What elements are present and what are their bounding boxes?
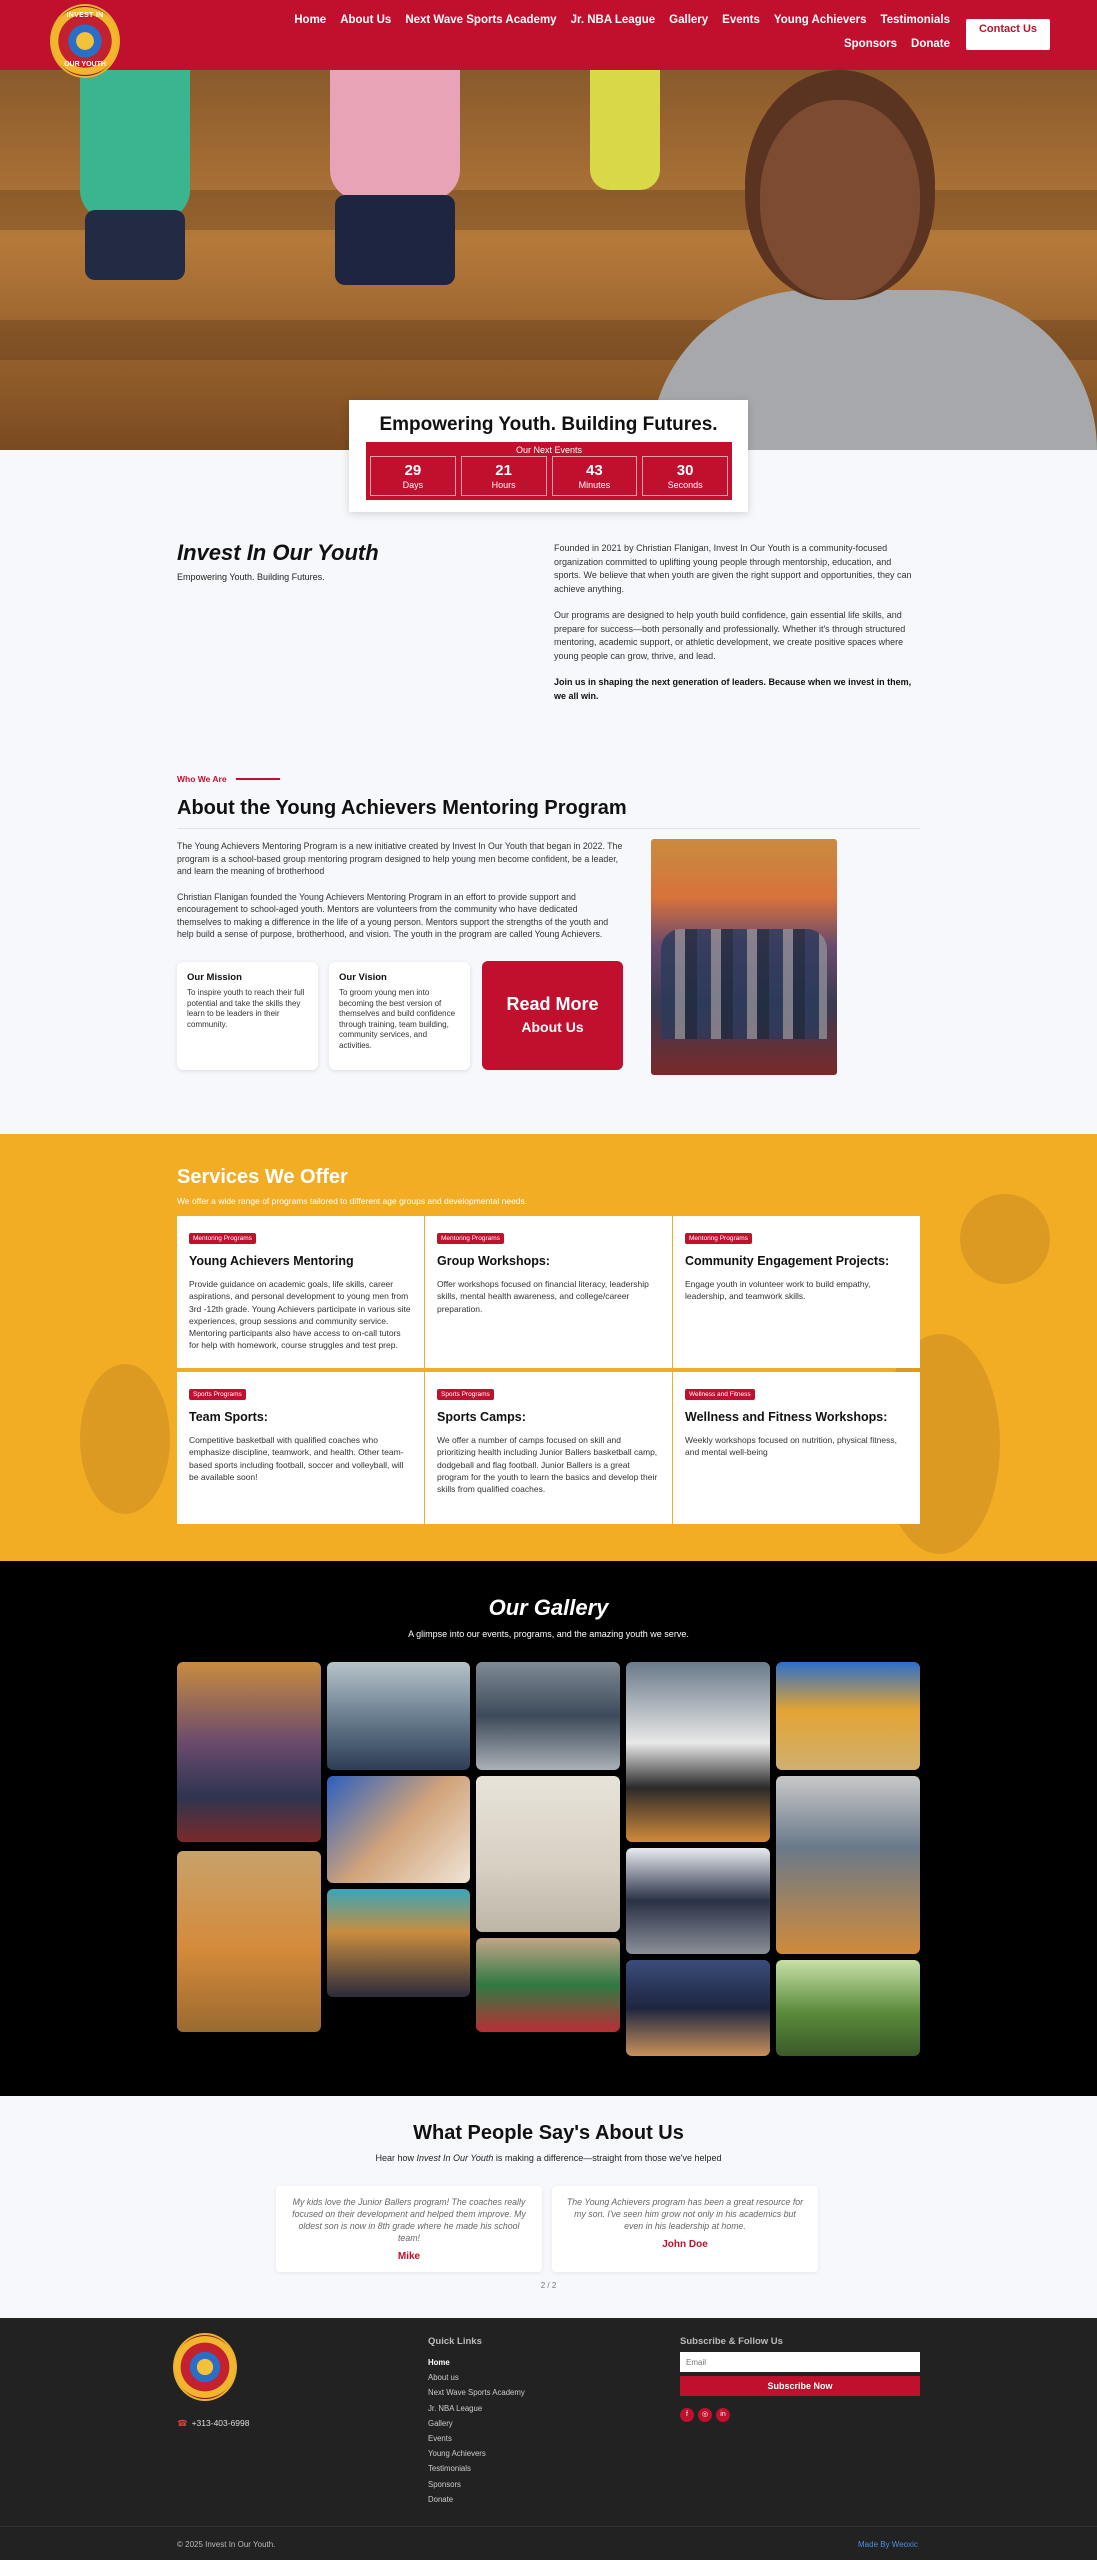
about-text: [177, 840, 623, 954]
testimonial-quote: The Young Achievers program has been a great resource for my son. I've seen him grow not only in his academics but even in his leadership at home.: [566, 2197, 804, 2231]
footer-phone[interactable]: ☎ +313-403-6998: [177, 2418, 250, 2428]
service-text: Engage youth in volunteer work to build empathy, leadership, and teamwork skills.: [685, 1279, 871, 1302]
mission-card: [177, 962, 318, 1070]
email-field[interactable]: [680, 2352, 920, 2372]
read-more-button[interactable]: [482, 961, 623, 1070]
footer-link-donate[interactable]: Donate: [428, 2494, 454, 2504]
gallery-photo[interactable]: [626, 1960, 770, 2056]
nav-sponsors[interactable]: Sponsors: [843, 38, 898, 50]
footer-link-events[interactable]: Events: [428, 2433, 452, 2443]
nav-events[interactable]: Events: [722, 14, 760, 26]
read-more-label: Read More: [506, 994, 599, 1014]
service-text: Offer workshops focused on financial literacy, leadership skills, mental health awareness, and college/career preparation.: [437, 1279, 649, 1314]
contact-us-button[interactable]: Contact Us: [966, 19, 1050, 50]
countdown-hours: 21 Hours: [461, 456, 547, 496]
countdown-seconds: 30 Seconds: [642, 456, 728, 496]
intro-subtitle: Empowering Youth. Building Futures.: [177, 572, 325, 582]
nav-home[interactable]: Home: [294, 14, 327, 26]
gallery-photo[interactable]: [476, 1938, 620, 2032]
service-tag: Mentoring Programs: [685, 1233, 752, 1244]
hero-image: [0, 70, 1097, 450]
service-card: [177, 1216, 424, 1368]
service-text: Provide guidance on academic goals, life skills, career aspirations, and personal development to young men from 3rd -12th grade. Young Achievers participate in various site experiences, group sessions and community service. Mentoring participants also have access to on-call tutors for help with homework, course struggles and test prep.: [189, 1279, 411, 1351]
footer-link-gallery[interactable]: Gallery: [428, 2418, 453, 2428]
mission-text: To inspire youth to reach their full potential and take the skills they learn to be leaders in their community.: [187, 988, 305, 1029]
made-by-link[interactable]: Made By Weoxic: [858, 2540, 918, 2549]
gallery-photo[interactable]: [626, 1662, 770, 1842]
testimonial-quote: My kids love the Junior Ballers program! The coaches really focused on their development and helped them improve. My oldest son is now in 8th grade where he made his school team!: [292, 2197, 526, 2243]
mentoring-group-photo: [651, 839, 837, 1075]
about-paragraph: Christian Flanigan founded the Young Achievers Mentoring Program in an effort to provide support and encouragement to school-aged youth. Mentors are volunteers from the community who have dedicated themselves to making a difference in the life of a young person. Mentors support the strengths of the youth and help build a sense of purpose, brotherhood, and vision. The youth in the program are called Young Achievers.: [177, 891, 609, 939]
testimonials-title: What People Say's About Us: [413, 2122, 684, 2144]
countdown: [366, 442, 732, 500]
service-tag: Wellness and Fitness: [685, 1389, 755, 1400]
hero-tagline: Empowering Youth. Building Futures.: [379, 414, 718, 435]
divider: [177, 828, 920, 829]
nav-jr-nba[interactable]: Jr. NBA League: [570, 14, 656, 26]
intro-paragraph: Founded in 2021 by Christian Flanigan, Invest In Our Youth is a community-focused organization committed to uplifting young people through mentorship, education, and sports. We believe that when youth are given the right support and opportunities, they can achieve anything.: [554, 543, 912, 594]
site-header: [0, 0, 1097, 70]
testimonial-card: [276, 2186, 542, 2272]
service-tag: Sports Programs: [437, 1389, 494, 1400]
about-eyebrow: Who We Are: [177, 774, 227, 784]
services-title: Services We Offer: [177, 1166, 348, 1188]
service-title: Team Sports:: [189, 1410, 268, 1424]
gallery-photo[interactable]: [177, 1662, 321, 1842]
intro-callout: Join us in shaping the next generation of leaders. Because when we invest in them, we all win.: [554, 677, 912, 701]
gallery-photo[interactable]: [177, 1851, 321, 2032]
nav-about[interactable]: About Us: [340, 14, 392, 26]
nav-young-achievers[interactable]: Young Achievers: [773, 14, 867, 26]
main-nav: [230, 14, 950, 50]
gallery-photo[interactable]: [476, 1776, 620, 1932]
footer-divider: [0, 2526, 1097, 2527]
service-title: Wellness and Fitness Workshops:: [685, 1410, 888, 1424]
facebook-icon[interactable]: f: [680, 2408, 694, 2422]
gallery-photo[interactable]: [476, 1662, 620, 1770]
footer-link-next-wave[interactable]: Next Wave Sports Academy: [428, 2388, 525, 2398]
nav-donate[interactable]: Donate: [911, 38, 950, 50]
instagram-icon[interactable]: ◎: [698, 2408, 712, 2422]
testimonial-author: John Doe: [662, 2239, 708, 2250]
countdown-label: Our Next Events: [515, 445, 583, 455]
about-paragraph: The Young Achievers Mentoring Program is a new initiative created by Invest In Our Youth that began in 2022. The program is a school-based group mentoring program designed to help young men become confident, be a leader, and learn the meaning of brotherhood: [177, 841, 623, 876]
eyebrow-line: [236, 778, 280, 780]
service-title: Sports Camps:: [437, 1410, 526, 1424]
intro-text: [554, 542, 920, 716]
linkedin-icon[interactable]: in: [716, 2408, 730, 2422]
footer-link-about[interactable]: About us: [428, 2373, 459, 2383]
service-card: [673, 1216, 920, 1368]
subscribe-button[interactable]: Subscribe Now: [680, 2376, 920, 2396]
gallery-title: Our Gallery: [488, 1595, 609, 1620]
service-title: Group Workshops:: [437, 1254, 550, 1268]
service-card: [177, 1372, 424, 1524]
service-text: We offer a number of camps focused on skill and prioritizing health including Junior Ballers basketball camp, dodgeball and flag football. Junior Ballers is a great program for the youth to learn the basics and develop their skills from qualified coaches.: [437, 1435, 658, 1495]
service-tag: Mentoring Programs: [189, 1233, 256, 1244]
footer-link-young-achievers[interactable]: Young Achievers: [428, 2449, 486, 2459]
intro-paragraph: Our programs are designed to help youth build confidence, gain essential life skills, and prepare for success—both personally and professionally. Whether it's through structured mentoring, academic support, or athletic development, we create positive spaces where young people can grow, thrive, and lead.: [554, 610, 906, 661]
vision-text: To groom young men into becoming the best version of themselves and build confidence through training, team building, community services, and activities.: [339, 988, 456, 1050]
gallery-photo[interactable]: [327, 1776, 470, 1883]
gallery-photo[interactable]: [327, 1662, 470, 1770]
phone-icon: ☎: [177, 2418, 188, 2428]
service-card: [425, 1372, 672, 1524]
mission-title: Our Mission: [187, 972, 242, 983]
footer-link-testimonials[interactable]: Testimonials: [428, 2464, 471, 2474]
copyright: © 2025 Invest In Our Youth.: [177, 2540, 276, 2549]
footer-logo[interactable]: [173, 2333, 237, 2401]
nav-testimonials[interactable]: Testimonials: [880, 14, 950, 26]
gallery-subtitle: A glimpse into our events, programs, and the amazing youth we serve.: [408, 1629, 689, 1639]
gallery-photo[interactable]: [776, 1662, 920, 1770]
service-title: Community Engagement Projects:: [685, 1254, 890, 1268]
countdown-minutes: 43 Minutes: [552, 456, 638, 496]
gallery-photo[interactable]: [626, 1848, 770, 1954]
logo-text-top: INVEST IN: [66, 12, 104, 19]
footer-link-home[interactable]: Home: [428, 2358, 450, 2367]
service-title: Young Achievers Mentoring: [189, 1254, 354, 1268]
testimonial-card: [552, 2186, 818, 2272]
service-card: [673, 1372, 920, 1524]
subscribe-title: Subscribe & Follow Us: [680, 2336, 783, 2347]
countdown-days: 29 Days: [370, 456, 456, 496]
hero-card: [349, 400, 748, 512]
nav-next-wave[interactable]: Next Wave Sports Academy: [405, 14, 557, 26]
service-card: [425, 1216, 672, 1368]
quick-links-title: Quick Links: [428, 2336, 482, 2347]
vision-title: Our Vision: [339, 972, 387, 983]
service-text: Competitive basketball with qualified coaches who emphasize discipline, teamwork, and health. Other team-based sports including football, soccer and volleyball, will be available soon!: [189, 1435, 404, 1482]
intro-title: Invest In Our Youth: [177, 540, 379, 565]
testimonial-pager[interactable]: 2 / 2: [540, 2281, 557, 2290]
services-subtitle: We offer a wide range of programs tailored to different age groups and developmental needs.: [177, 1196, 528, 1206]
footer-link-sponsors[interactable]: Sponsors: [428, 2479, 461, 2489]
read-more-label-2: About Us: [521, 1019, 584, 1035]
logo-text-bottom: OUR YOUTH: [64, 61, 106, 68]
vision-card: [329, 962, 470, 1070]
service-text: Weekly workshops focused on nutrition, physical fitness, and mental well-being: [685, 1435, 897, 1458]
gallery-photo[interactable]: [776, 1960, 920, 2056]
testimonials-subtitle: Hear how Invest In Our Youth is making a difference—straight from those we've helped: [375, 2153, 722, 2163]
gallery-photo[interactable]: [776, 1776, 920, 1954]
site-footer: [0, 2318, 1097, 2560]
gallery-photo[interactable]: [327, 1889, 470, 1997]
nav-gallery[interactable]: Gallery: [669, 14, 709, 26]
service-tag: Sports Programs: [189, 1389, 246, 1400]
about-title: About the Young Achievers Mentoring Program: [177, 797, 627, 819]
logo[interactable]: [50, 4, 120, 78]
quick-links: [428, 2358, 525, 2510]
footer-link-jr-nba[interactable]: Jr. NBA League: [428, 2403, 483, 2413]
service-tag: Mentoring Programs: [437, 1233, 504, 1244]
testimonial-author: Mike: [397, 2251, 421, 2262]
